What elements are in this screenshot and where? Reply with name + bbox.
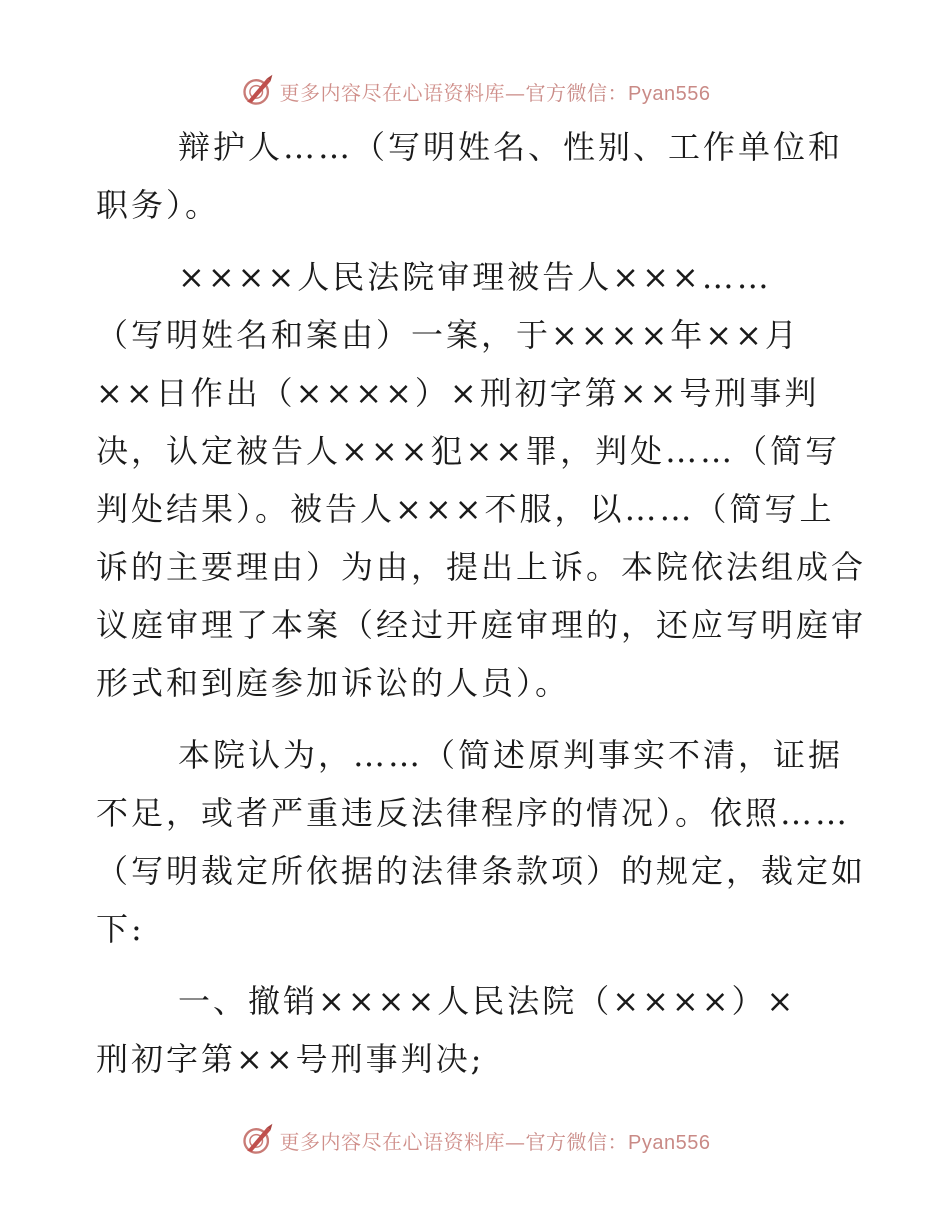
paragraph-case-history — [96, 248, 867, 712]
watermark-brand: 更多内容尽在心语资料库 — [279, 80, 506, 105]
text-line: 下: — [96, 910, 145, 948]
quill-logo-icon — [240, 73, 276, 109]
text-line: 辩护人……（写明姓名、性别、工作单位和 — [178, 128, 844, 166]
watermark-account: Pyan556 — [628, 82, 711, 105]
watermark-dash: — — [505, 1129, 526, 1154]
watermark-text — [280, 77, 711, 106]
text-line: 诉的主要理由）为由，提出上诉。本院依法组成合 — [96, 548, 867, 586]
text-line: 本院认为，……（简述原判事实不清，证据 — [178, 736, 844, 774]
text-line: （写明裁定所依据的法律条款项）的规定，裁定如 — [96, 852, 867, 890]
text-line: 不足，或者严重违反法律程序的情况）。依照…… — [96, 794, 851, 832]
text-line: 职务）。 — [96, 186, 221, 224]
text-line: 形式和到庭参加诉讼的人员）。 — [96, 664, 571, 702]
paragraph-defender — [96, 118, 856, 234]
text-line: ××日作出（××××）×刑初字第××号刑事判 — [96, 374, 820, 412]
text-line: （写明姓名和案由）一案，于××××年××月 — [96, 316, 800, 354]
text-line: 一、撤销××××人民法院（××××）× — [178, 982, 797, 1020]
watermark-official: 官方微信： — [525, 80, 629, 105]
watermark-dash: — — [505, 80, 526, 105]
text-line: ××××人民法院审理被告人×××…… — [178, 258, 772, 296]
text-line: 决，认定被告人×××犯××罪，判处……（简写 — [96, 432, 841, 470]
watermark-text — [280, 1126, 711, 1155]
watermark-official: 官方微信： — [525, 1129, 629, 1154]
document-body — [96, 118, 867, 1088]
quill-logo-icon — [240, 1122, 276, 1158]
text-line: 议庭审理了本案（经过开庭审理的，还应写明庭审 — [96, 606, 867, 644]
text-line: 刑初字第××号刑事判决; — [96, 1040, 485, 1078]
watermark-footer — [0, 1120, 950, 1160]
watermark-header — [0, 71, 950, 111]
watermark-account: Pyan556 — [628, 1131, 711, 1154]
watermark-brand: 更多内容尽在心语资料库 — [279, 1129, 506, 1154]
paragraph-court-opinion — [96, 726, 867, 958]
text-line: 判处结果）。被告人×××不服，以……（简写上 — [96, 490, 835, 528]
paragraph-ruling-item-1 — [96, 972, 856, 1088]
